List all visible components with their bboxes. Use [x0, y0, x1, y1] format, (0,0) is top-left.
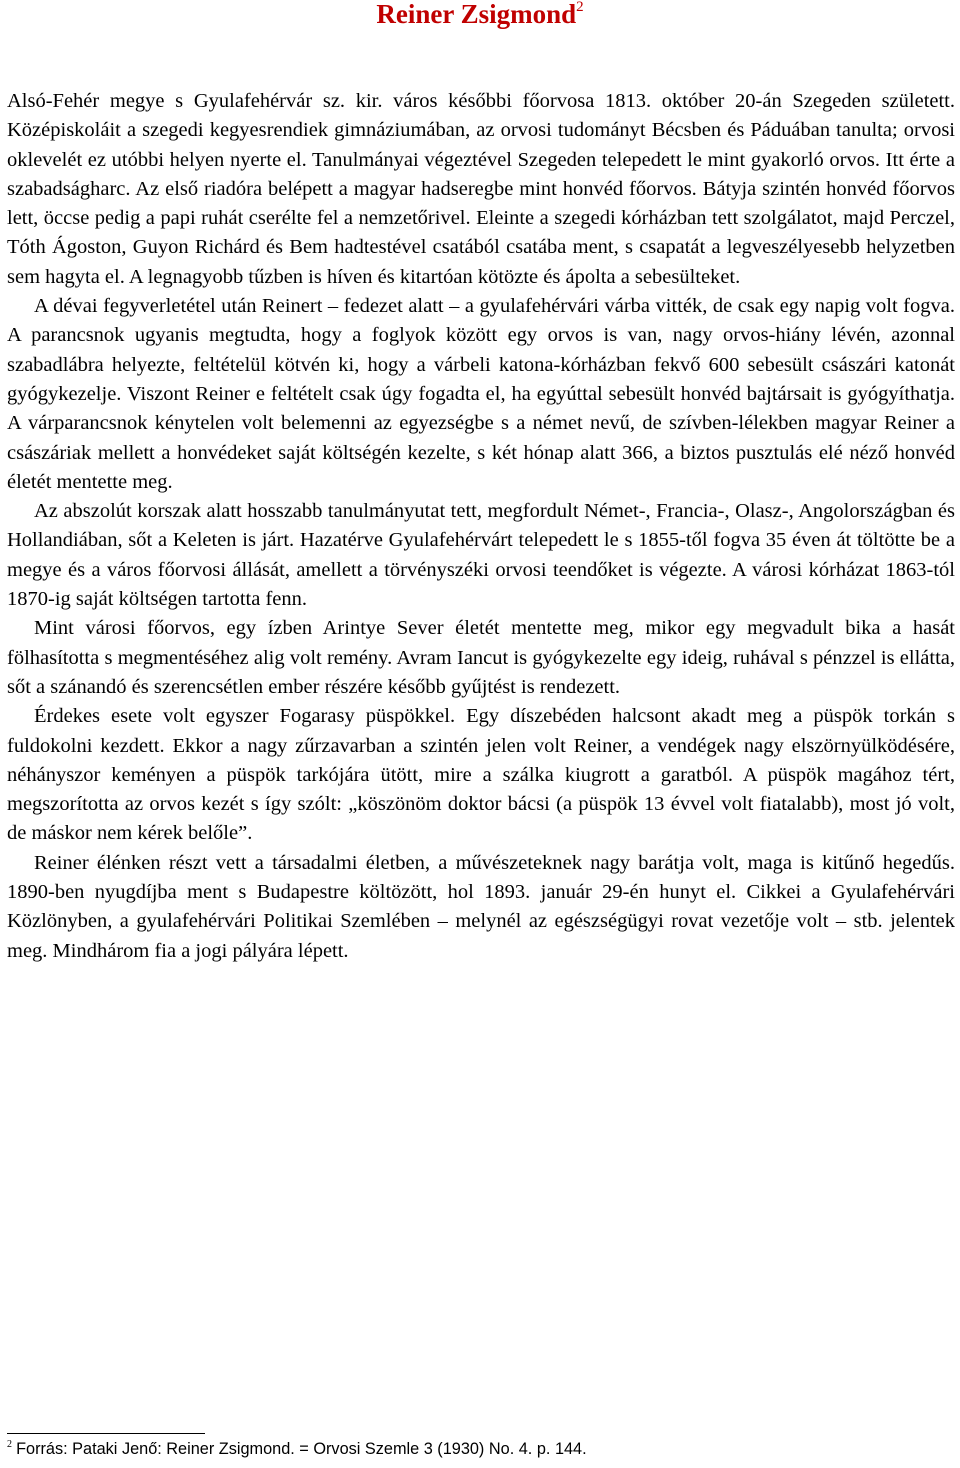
- title-footnote-marker[interactable]: 2: [576, 0, 584, 15]
- article-body: [7, 87, 955, 966]
- paragraph-4: Mint városi főorvos, egy ízben Arintye Sever életét mentette meg, mikor egy megvadult bika a hasát fölhasította s megmentéséhez alig volt remény. Avram Iancut is gyógykezelte egy ideig, ruhával s pénzzel is ellátta, sőt a szánandó és szerencsétlen ember részére később gyűjtést is rendezett.: [7, 617, 955, 698]
- paragraph-3: Az abszolút korszak alatt hosszabb tanulmányutat tett, megfordult Német-, Francia-, Olasz-, Angolországban és Hollandiában, sőt a Keleten is járt. Hazatérve Gyulafehérvárt telepedett le s 1855-től fogva 35 éven át töltötte be a megye és a város főorvosi állását, amellett a törvényszéki orvosi teendőket is végezte. A városi kórházat 1863-tól 1870-ig saját költségen tartotta fenn.: [7, 500, 955, 611]
- footnote-separator: [7, 1433, 205, 1434]
- paragraph-1: Alsó-Fehér megye s Gyulafehérvár sz. kir. város későbbi főorvosa 1813. október 20-án Szegeden született. Középiskoláit a szegedi kegyesrendiek gimnáziumában, az orvosi tudományt Bécsben és Páduában tanulta; orvosi oklevelét ez utóbbi helyen nyerte el. Tanulmányai végeztével Szegeden telepedett le mint gyakorló orvos. Itt érte a szabadságharc. Az első riadóra belépett a magyar hadseregbe mint honvéd főorvos. Bátyja szintén honvéd főorvos lett, öccse pedig a papi ruhát cserélte fel a nemzetőrivel. Eleinte a szegedi kórházban tett szolgálatot, majd Perczel, Tóth Ágoston, Guyon Richárd és Bem hadtestével csatából csatába ment, s csapatát a legveszélyesebb helyzetben sem hagyta el. A legnagyobb tűzben is híven és kitartóan kötözte és ápolta a sebesülteket.: [7, 90, 955, 288]
- paragraph-2: A dévai fegyverletétel után Reinert – fedezet alatt – a gyulafehérvári várba vitték, de csak egy napig volt fogva. A parancsnok ugyanis megtudta, hogy a foglyok között egy orvos is van, nagy orvos-hiány lévén, azonnal szabadlábra helyezte, feltételül kötvén ki, hogy a várbeli katona-kórházban fekvő 600 sebesült császári katonát gyógykezelje. Viszont Reiner e feltételt csak úgy fogadta el, ha egyúttal sebesült honvéd bajtársait is gyógyíthatja. A várparancsnok kénytelen volt belemenni az egyezségbe s a német nevű, de szívben-lélekben magyar Reiner a császáriak mellett a honvédeket saját költségén kezelte, s két hónap alatt 366, a biztos pusztulás elé néző honvéd életét mentette meg.: [7, 295, 955, 493]
- footnote-text: Forrás: Pataki Jenő: Reiner Zsigmond. = Orvosi Szemle 3 (1930) No. 4. p. 144.: [16, 1440, 587, 1458]
- footnote-number: 2: [7, 1438, 12, 1450]
- footnote: [7, 1439, 955, 1459]
- paragraph-6: Reiner élénken részt vett a társadalmi életben, a művészeteknek nagy barátja volt, maga is kitűnő hegedűs. 1890-ben nyugdíjba ment s Budapestre költözött, hol 1893. január 29-én hunyt el. Cikkei a Gyulafehérvári Közlönyben, a gyulafehérvári Politikai Szemlében – melynél az egészségügyi rovat vezetője volt – stb. jelentek meg. Mindhárom fia a jogi pályára lépett.: [7, 851, 955, 962]
- document-title: [0, 0, 960, 32]
- paragraph-5: Érdekes esete volt egyszer Fogarasy püspökkel. Egy díszebéden halcsont akadt meg a püspök torkán s fuldokolni kezdett. Ekkor a nagy zűrzavarban a szintén jelen volt Reiner, a vendégek nagy elszörnyülködésére, néhányszor keményen a püspök tarkójára ütött, mire a szálka kiugrott a garatból. A püspök magához tért, megszorította az orvos kezét s így szólt: „köszönöm doktor bácsi (a püspök 13 évvel volt fiatalabb), most jó volt, de máskor nem kérek belőle”.: [7, 705, 955, 845]
- title-text: Reiner Zsigmond: [376, 0, 577, 29]
